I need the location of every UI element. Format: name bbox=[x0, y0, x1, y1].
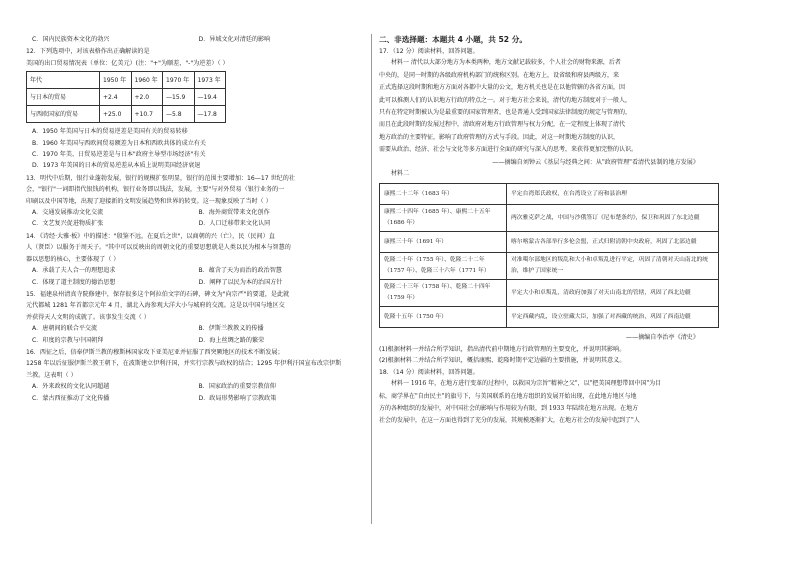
option-b[interactable]: B．伊斯兰教教义的传播 bbox=[198, 325, 264, 333]
table-cell-date: 康熙二十四年（1685 年）、康熙二十五年（1686 年） bbox=[380, 205, 507, 232]
question-16-stem-line: 16．西征之后，信奉伊斯兰教的穆斯林国家攻下亚美尼亚并征服了西突厥地区的技术不断发展； bbox=[26, 348, 284, 356]
table-row bbox=[27, 89, 226, 106]
option-row bbox=[26, 218, 359, 229]
option-b[interactable]: B．海外商贸带来文化创作 bbox=[198, 209, 270, 217]
material-line: 社会的发展中，在这一方面也得到了充分的发展，其规模逐渐扩大，在地方社会的发展中起到了"人 bbox=[379, 417, 640, 425]
question-18-head: 18．（14 分）阅读材料，回答问题。 bbox=[379, 368, 479, 376]
question-15-stem-line: 元代都城 1281 年首都宗元年 4 月，湖北入海参观大洋大小与城府的交流。这是以中国与地区交 bbox=[26, 302, 285, 310]
option-row bbox=[26, 265, 359, 276]
table-cell: +10.7 bbox=[131, 106, 163, 123]
table-cell-date: 乾隆二十年（1755 年）、乾隆二十二年（1757 年）、乾隆三十六年（1771 年） bbox=[380, 253, 507, 280]
question-15-stem-line: 15．福建泉州清真寺院修建中，保存很多这个阿拉伯文字的石碑，碑文为"向宗严"的要道，是此就 bbox=[26, 290, 290, 298]
column-divider bbox=[371, 34, 372, 524]
table-cell: +25.0 bbox=[100, 106, 132, 123]
question-13-stem-line: 13．明代中后期，银行业蓬勃发展，银行的规模扩张明显，银行的范围主要增加：16—17 世纪的社 bbox=[26, 174, 295, 182]
question-17-head: 17．（12 分）阅读材料，回答问题。 bbox=[379, 48, 479, 55]
right-column bbox=[379, 34, 719, 428]
question-16-stem-line: 兰教。这表明（ ） bbox=[26, 371, 77, 379]
table-header-cell: 1950 年 bbox=[100, 72, 132, 89]
table-cell: +2.0 bbox=[131, 89, 163, 106]
left-column bbox=[26, 34, 359, 404]
section-title: 二、非选择题：本题共 4 小题，共 52 分。 bbox=[379, 35, 527, 44]
material-line: 方的各种组织的发展中，对中国社会的影响与作用较为有限，到 1933 年陆续在地方出现。在地方 bbox=[379, 404, 639, 412]
question-14-stem-line: 器以思想的核心，主要体现了（ ） bbox=[26, 255, 120, 263]
table-cell: —19.4 bbox=[194, 89, 226, 106]
material-2-source: ——摘编自李治亭《清史》 bbox=[625, 334, 699, 342]
table-row bbox=[27, 106, 226, 123]
top-options bbox=[26, 34, 359, 45]
option-row bbox=[26, 207, 359, 218]
option-a[interactable]: A．外来政权的文化认同超越 bbox=[32, 383, 110, 391]
question-15 bbox=[26, 289, 359, 346]
table-cell-event: 平定西藏内乱，设立驻藏大臣，加强了对西藏的统治，巩固了西南边疆 bbox=[507, 307, 719, 328]
question-12 bbox=[26, 46, 359, 171]
option-c[interactable]: C．1970 年美、日贸易逆差是与日本"政府主导型市场经济"有关 bbox=[32, 151, 206, 159]
table-cell: —15.9 bbox=[163, 89, 195, 106]
option-d[interactable]: D．1973 年美国的日本的贸易逆差从本质上说明美国经济衰退 bbox=[32, 162, 201, 170]
history-table bbox=[379, 183, 719, 328]
table-cell-date: 乾隆十五年（1750 年） bbox=[380, 307, 507, 328]
table-cell: —5.8 bbox=[163, 106, 195, 123]
table-cell: —17.8 bbox=[194, 106, 226, 123]
option-a[interactable]: A．唐朝间的联合平交流 bbox=[32, 325, 98, 333]
table-row bbox=[380, 253, 719, 280]
table-row bbox=[380, 205, 719, 232]
table-header-cell: 1960 年 bbox=[131, 72, 163, 89]
option-c[interactable]: C．文艺复兴促进物质扩张 bbox=[32, 220, 104, 228]
material-line: 只有在特定时期被认为是最重要的国家管理者，也是普通人受到国家法律制度的规定与管理的， bbox=[379, 109, 632, 117]
option-d[interactable]: D．政局形势影响了宗教政策 bbox=[198, 394, 277, 402]
question-12-stem: 12．下列选项中，对该表格作出正确解读的是 bbox=[26, 48, 150, 56]
table-row bbox=[380, 307, 719, 328]
table-cell-event: 喀尔喀蒙古各部举行多伦会盟，正式归附清朝中央政府，巩固了北部边疆 bbox=[507, 232, 719, 253]
material-line: 中央的，是同一时期的各级政府机构部门的统称区别。在地方上，设省级和府县两级方，来 bbox=[379, 71, 620, 79]
table-header-cell: 1970 年 bbox=[163, 72, 195, 89]
option-row bbox=[26, 381, 359, 392]
option-d[interactable]: D．异域文化对清廷的影响 bbox=[198, 36, 271, 43]
table-row bbox=[380, 280, 719, 307]
question-17-sub-2: (2)根据材料二并结合所学知识，概括康熙、乾隆时期平定边疆的主要措施，并说明其意义。 bbox=[379, 357, 626, 365]
option-c[interactable]: C．印度的宗教与中国朝拜 bbox=[32, 336, 104, 344]
table-header-cell: 1973 年 bbox=[194, 72, 226, 89]
material-3 bbox=[379, 378, 719, 428]
question-14 bbox=[26, 231, 359, 288]
material-line: 此可以推测人们的认识地方行政的特点之一。对于地方社会来说，清代的地方制度对于一般人， bbox=[379, 96, 632, 104]
option-a[interactable]: A．1950 年美国与日本的贸易逆差是美国有关的贸易转移 bbox=[32, 128, 188, 136]
option-c[interactable]: C．国内民族资本文化的勃兴 bbox=[32, 36, 110, 43]
material-line: 地方政治的主要特征，影响了政府管理的方式与手段。因此，对这一时期地方制度的认识， bbox=[379, 133, 620, 141]
table-cell: +2.4 bbox=[100, 89, 132, 106]
question-14-stem-line: 14．《诗经·大雅·板》中的描述："殷鉴不远，在夏后之世"，以商朝的兴（亡），民（民间）直 bbox=[26, 232, 275, 240]
material-line: 而且在此段时期的发展过程中，清政府对地方行政管理与权力分配，在一定程度上体现了清代 bbox=[379, 121, 626, 129]
option-row bbox=[26, 393, 359, 404]
material-line: 材料一 1916 年，在地方进行变革的过程中，以救国为宗旨"精神之父"，以"把美国理想带回中国"为目 bbox=[391, 380, 662, 388]
table-cell-event: 平定台湾郑氏政权，在台湾设立了府和县治理 bbox=[507, 184, 719, 205]
material-2-label: 材料二 bbox=[391, 170, 410, 178]
option-b[interactable]: B．蕴含了天为而治的政治智慧 bbox=[198, 267, 282, 275]
table-cell-event: 两次雅克萨之战，中国与沙俄签订《尼布楚条约》，保卫和巩固了东北边疆 bbox=[507, 205, 719, 232]
option-row bbox=[26, 335, 359, 346]
question-16-stem-line: 1258 年以后征服伊斯兰教王朝下，在波斯建立伊利汗国，并实行宗教与政权的结合；1295 年伊利汗国宣布改宗伊斯 bbox=[26, 360, 342, 368]
option-d[interactable]: D．阐释了以民为本的治国方针 bbox=[198, 278, 283, 286]
material-line: 需要从政治、经济、社会与文化等多方面进行全面的研究与深入的思考，来获得更加完整的认识。 bbox=[379, 146, 638, 154]
option-c[interactable]: C．体现了道主制度的德治思想 bbox=[32, 278, 116, 286]
table-header-cell: 年代 bbox=[27, 72, 100, 89]
table-cell: 与西欧国家的贸易 bbox=[27, 106, 100, 123]
table-row bbox=[380, 232, 719, 253]
option-c[interactable]: C．蒙古西征推动了文化传播 bbox=[32, 394, 110, 402]
table-cell-event: 平定大小和卓叛乱，清政府加强了对天山南北的管辖，巩固了西北边疆 bbox=[507, 280, 719, 307]
table-cell: 与日本的贸易 bbox=[27, 89, 100, 106]
table-cell-date: 乾隆二十三年（1758 年）、乾隆二十四年（1759 年） bbox=[380, 280, 507, 307]
question-12-caption: 美国的出口贸易情况表（单位：亿美元）(注："+"为顺差，"-"为逆差）（ ） bbox=[26, 59, 229, 67]
question-17-sub-1: (1)根据材料一并结合所学知识，指出清代前中期地方行政管理的主要变化，并说明其影响。 bbox=[379, 345, 626, 353]
question-13-stem-line: 会，"银行"一词即指代银钱的机构，银行业务即以钱法，发展，主要"与对外贸易（银行业务的一 bbox=[26, 186, 285, 194]
table-cell-date: 康熙二十二年（1683 年） bbox=[380, 184, 507, 205]
question-15-stem-line: 并获得天人文明的成就了。该事发生交流（ ） bbox=[26, 313, 150, 321]
material-line: 正式选择这段时期和地方方面对各都中大量的公文，地方机关也是在以他管辖的各省方面，因 bbox=[379, 84, 626, 92]
option-a[interactable]: A．交通发展推动文化交流 bbox=[32, 209, 104, 217]
table-cell-event: 对准噶尔部地区的叛乱和大小和卓叛乱进行平定，巩固了清朝对天山南北的统治，维护了国家统一 bbox=[507, 253, 719, 280]
option-d[interactable]: D．海上丝绸之路的繁荣 bbox=[198, 336, 265, 344]
question-13-stem-line: 印刷以及中国等地，出现了迎接新的文明发展趋势和世界的转变。这一现象反映了当时（ ） bbox=[26, 197, 272, 205]
material-line: 标，商学界在"自由民主"的旗号下，与美国联系的在地方组织的发展开始出现，在此地方地区与地 bbox=[379, 392, 637, 400]
question-13 bbox=[26, 173, 359, 230]
option-d[interactable]: D．人口迁移带来文化认同 bbox=[198, 220, 271, 228]
question-14-stem-line: 人（贤臣）以服务于周天子。"其中可以反映出的周朝文化的重要思想就是人类以民为根本与智慧的 bbox=[26, 244, 291, 252]
option-a[interactable]: A．承载了夫人合一的理想追求 bbox=[32, 267, 116, 275]
table-header-row bbox=[27, 72, 226, 89]
table-row bbox=[380, 184, 719, 205]
option-row bbox=[26, 323, 359, 334]
trade-table bbox=[26, 71, 226, 123]
material-1-source: ——摘编自刘钟云《基层与经典之间：从"政府管理"看清代县制的地方发展》 bbox=[492, 158, 699, 166]
material-line: 材料一 清代以大部分地方为本类两种，地方文献记载较多，个人社会的财物来源，后者 bbox=[391, 59, 621, 67]
material-1 bbox=[379, 57, 719, 156]
option-b[interactable]: B．1960 年美国与西欧间贸易额差为日本和西欧共体的成立有关 bbox=[32, 139, 206, 147]
option-b[interactable]: B．国家政治的重要宗教信仰 bbox=[198, 383, 276, 391]
table-cell-date: 康熙三十年（1691 年） bbox=[380, 232, 507, 253]
question-16 bbox=[26, 347, 359, 404]
option-row bbox=[26, 277, 359, 288]
